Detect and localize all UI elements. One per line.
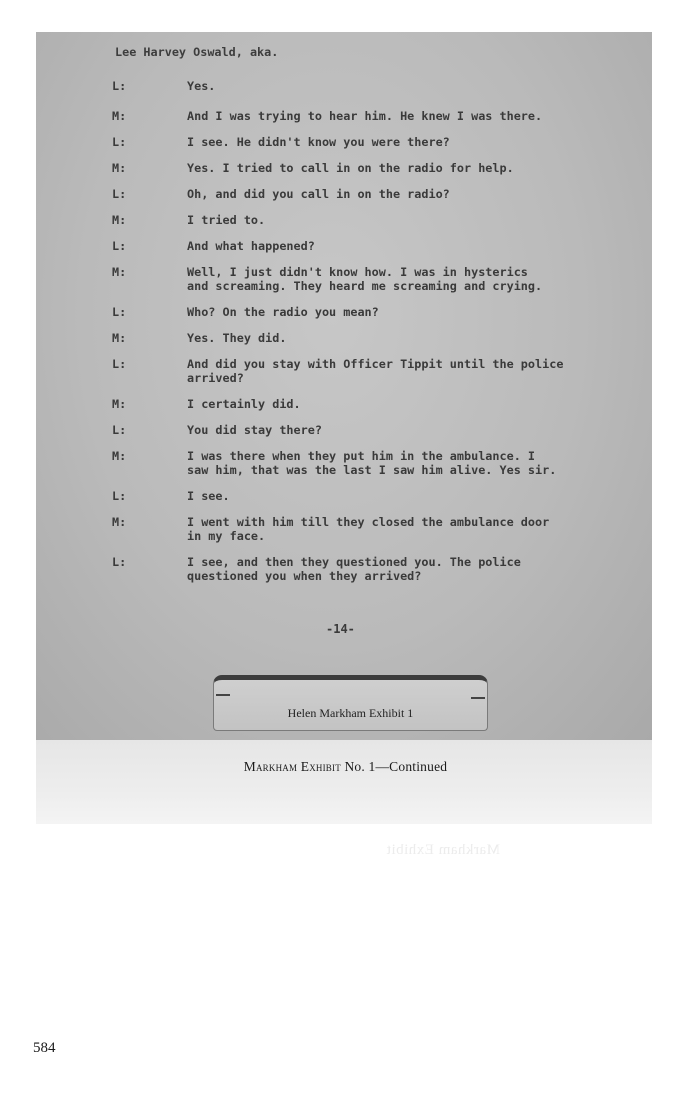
- exhibit-label: Helen Markham Exhibit 1: [287, 706, 414, 720]
- speech-text: I was there when they put him in the ambulance. I saw him, that was the last I saw him alive. Yes sir.: [187, 449, 557, 477]
- page-number: 584: [33, 1040, 56, 1056]
- speaker-label: L:: [112, 305, 127, 319]
- speech-text: Who? On the radio you mean?: [187, 305, 379, 319]
- transcript-header: Lee Harvey Oswald, aka.: [115, 45, 279, 59]
- speech-text: I certainly did.: [187, 397, 301, 411]
- speaker-label: L:: [112, 489, 127, 503]
- speaker-label: L:: [112, 555, 127, 569]
- speaker-label: M:: [112, 515, 127, 529]
- speech-text: I see.: [187, 489, 230, 503]
- speech-text: And did you stay with Officer Tippit until the police arrived?: [187, 357, 564, 385]
- speaker-label: L:: [112, 79, 127, 93]
- speech-text: I see. He didn't know you were there?: [187, 135, 450, 149]
- speaker-label: M:: [112, 449, 127, 463]
- speech-text: I see, and then they questioned you. The police questioned you when they arrived?: [187, 555, 521, 583]
- label-rule-right: [471, 697, 485, 699]
- speaker-label: L:: [112, 135, 127, 149]
- speech-text: I went with him till they closed the ambulance door in my face.: [187, 515, 550, 543]
- speech-text: Yes. They did.: [187, 331, 287, 345]
- speech-text: You did stay there?: [187, 423, 322, 437]
- speech-text: And I was trying to hear him. He knew I was there.: [187, 109, 543, 123]
- speech-text: Yes. I tried to call in on the radio for help.: [187, 161, 514, 175]
- speaker-label: M:: [112, 109, 127, 123]
- speech-text: Oh, and did you call in on the radio?: [187, 187, 450, 201]
- speaker-label: M:: [112, 213, 127, 227]
- inner-page-number: -14-: [326, 622, 355, 636]
- exhibit-caption: [0, 759, 691, 775]
- exhibit-photo: [36, 32, 652, 740]
- speaker-label: M:: [112, 331, 127, 345]
- speaker-label: L:: [112, 187, 127, 201]
- exhibit-label-card: [213, 675, 488, 731]
- speaker-label: L:: [112, 239, 127, 253]
- label-rule-left: [216, 694, 230, 696]
- speech-text: Yes.: [187, 79, 216, 93]
- speech-text: Well, I just didn't know how. I was in hysterics and screaming. They heard me screaming and crying.: [187, 265, 543, 293]
- scan-shadow: [36, 740, 652, 824]
- speech-text: I tried to.: [187, 213, 266, 227]
- speaker-label: M:: [112, 397, 127, 411]
- speaker-label: L:: [112, 357, 127, 371]
- speaker-label: L:: [112, 423, 127, 437]
- bleed-through-text: Markham Exhibit: [386, 842, 500, 858]
- caption-rest: No. 1—Continued: [340, 759, 448, 774]
- speech-text: And what happened?: [187, 239, 315, 253]
- speaker-label: M:: [112, 265, 127, 279]
- bleed-through: [180, 842, 500, 859]
- caption-smallcaps: Markham Exhibit: [243, 759, 341, 774]
- speaker-label: M:: [112, 161, 127, 175]
